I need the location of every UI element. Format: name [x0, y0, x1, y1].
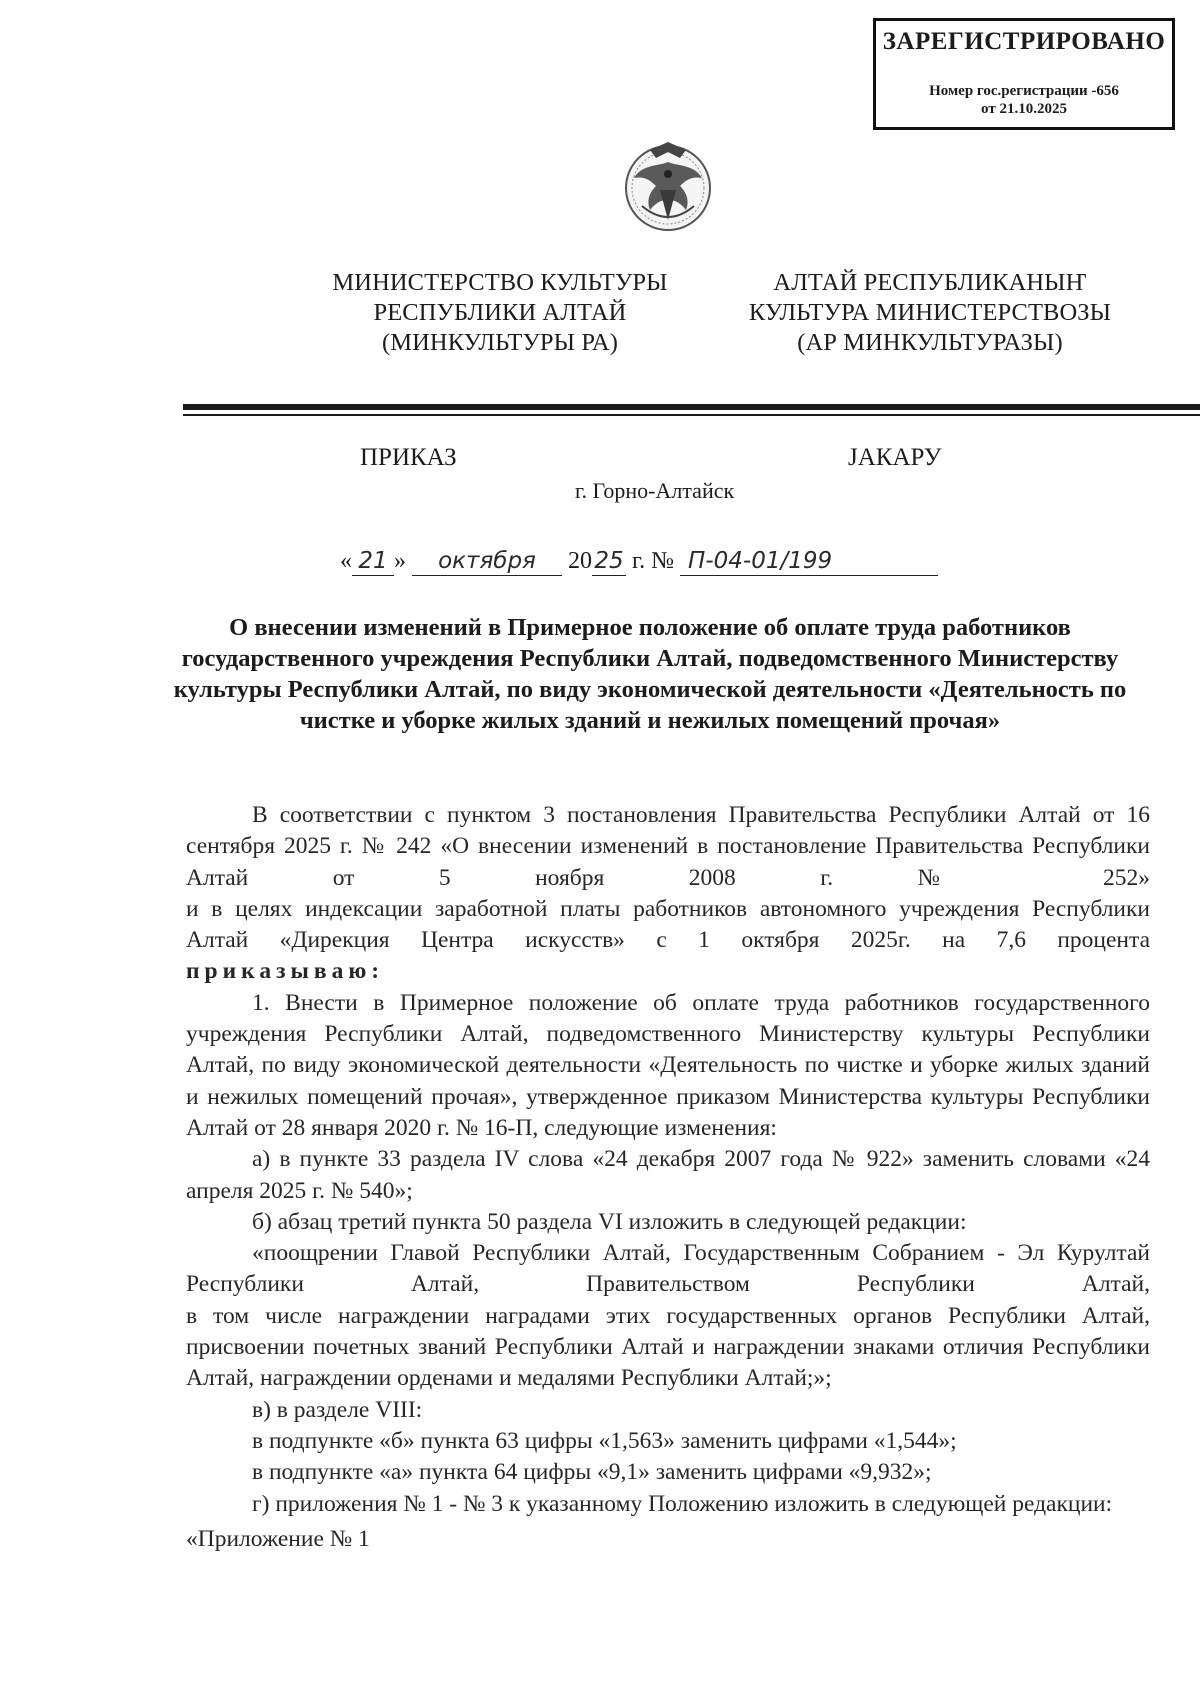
item-1: 1. Внести в Примерное положение об оплате труда работников государственного учреждения Республики Алтай, подведомственного Министерству культуры Республики Алтай, по виду экономической деятельности «Деятельность по чистке и уборке жилых зданий и нежилых помещений прочая», утвержденное приказом Министерства культуры Республики Алтай от 28 января 2020 г. № 16-П, следующие изменения:: [186, 989, 1150, 1141]
date-close-quote: »: [394, 548, 406, 574]
order-date-line: [340, 547, 938, 581]
item-a: а) в пункте 33 раздела IV слова «24 декабря 2007 года № 922» заменить словами «24 апреля 2025 г. № 540»;: [186, 1146, 1150, 1204]
item-b: б) абзац третий пункта 50 раздела VI изложить в следующей редакции:: [252, 1208, 967, 1235]
item-v-subpoint-1: в подпункте «б» пункта 63 цифры «1,563» заменить цифрами «1,544»;: [252, 1427, 957, 1454]
ministry-header-altai: [700, 268, 1160, 358]
stamp-title: ЗАРЕГИСТРИРОВАНО: [882, 28, 1166, 55]
ministry-short-name: (МИНКУЛЬТУРЫ РА): [382, 329, 618, 356]
header-divider-thick: [183, 404, 1200, 410]
title-line-1: О внесении изменений в Примерное положение об оплате труда работников: [229, 614, 1071, 641]
title-line-4: чистке и уборке жилых зданий и нежилых помещений прочая»: [299, 707, 1001, 734]
registration-stamp: [873, 18, 1175, 130]
order-body: [186, 800, 1150, 1555]
order-label-altai: JАКАРУ: [848, 444, 942, 471]
year-prefix: 20: [568, 548, 592, 574]
item-v-subpoint-2: в подпункте «а» пункта 64 цифры «9,1» заменить цифрами «9,932»;: [252, 1459, 932, 1486]
item-v: в) в разделе VIII:: [252, 1396, 423, 1423]
ministry-name-altai-line-2: КУЛЬТУРА МИНИСТЕРСТВОЗЫ: [748, 299, 1112, 326]
ministry-name-altai-line-1: АЛТАЙ РЕСПУБЛИКАНЫҤ: [773, 269, 1087, 296]
coat-of-arms-icon: [620, 140, 716, 232]
stamp-reg-date: от 21.10.2025: [981, 101, 1067, 117]
quoted-text-part-2: в том числе награждении наградами этих государственных органов Республики Алтай, присвоении почетных званий Республики Алтай и награждении знаками отличия Республики Алтай, награждении орденами и медалями Республики Алтай;»;: [186, 1302, 1150, 1392]
date-open-quote: «: [340, 548, 352, 574]
header-divider-thin: [183, 414, 1200, 416]
quoted-text-part-1: «поощрении Главой Республики Алтай, Государственным Собранием - Эл Курултай Республики Алтай, Правительством Республики Алтай,: [186, 1240, 1150, 1298]
ministry-short-name-altai: (АР МИНКУЛЬТУРАЗЫ): [797, 329, 1063, 356]
item-g: г) приложения № 1 - № 3 к указанному Положению изложить в следующей редакции:: [252, 1490, 1113, 1517]
city: г. Горно-Алтайск: [575, 478, 735, 503]
appendix-heading: «Приложение № 1: [186, 1525, 370, 1552]
order-day: 21: [352, 547, 394, 576]
ministry-name-line-2: РЕСПУБЛИКИ АЛТАЙ: [373, 299, 627, 326]
order-word: приказываю:: [186, 958, 385, 985]
order-label: ПРИКАЗ: [360, 444, 457, 471]
stamp-reg-number: Номер гос.регистрации -656: [929, 83, 1119, 99]
order-title: [150, 612, 1150, 736]
order-month: октября: [412, 547, 562, 576]
order-number: П-04-01/199: [680, 547, 938, 576]
title-line-2: государственного учреждения Республики Алтай, подведомственного Министерству: [181, 645, 1119, 672]
year-suffix: 25: [592, 547, 626, 576]
preamble: В соответствии с пунктом 3 постановления Правительства Республики Алтай от 16 сентября 2025 г. № 242 «О внесении изменений в постановление Правительства Республики Алтай от 5 ноября 2008 г. № 252»: [186, 802, 1150, 891]
ministry-name-line-1: МИНИСТЕРСТВО КУЛЬТУРЫ: [332, 269, 668, 296]
year-unit: г. №: [626, 548, 675, 574]
preamble-continuation: и в целях индексации заработной платы работников автономного учреждения Республики Алтай «Дирекция Центра искусств» с 1 октября 2025г. на 7,6 процента: [186, 895, 1150, 954]
title-line-3: культуры Республики Алтай, по виду экономической деятельности «Деятельность по: [173, 676, 1127, 703]
